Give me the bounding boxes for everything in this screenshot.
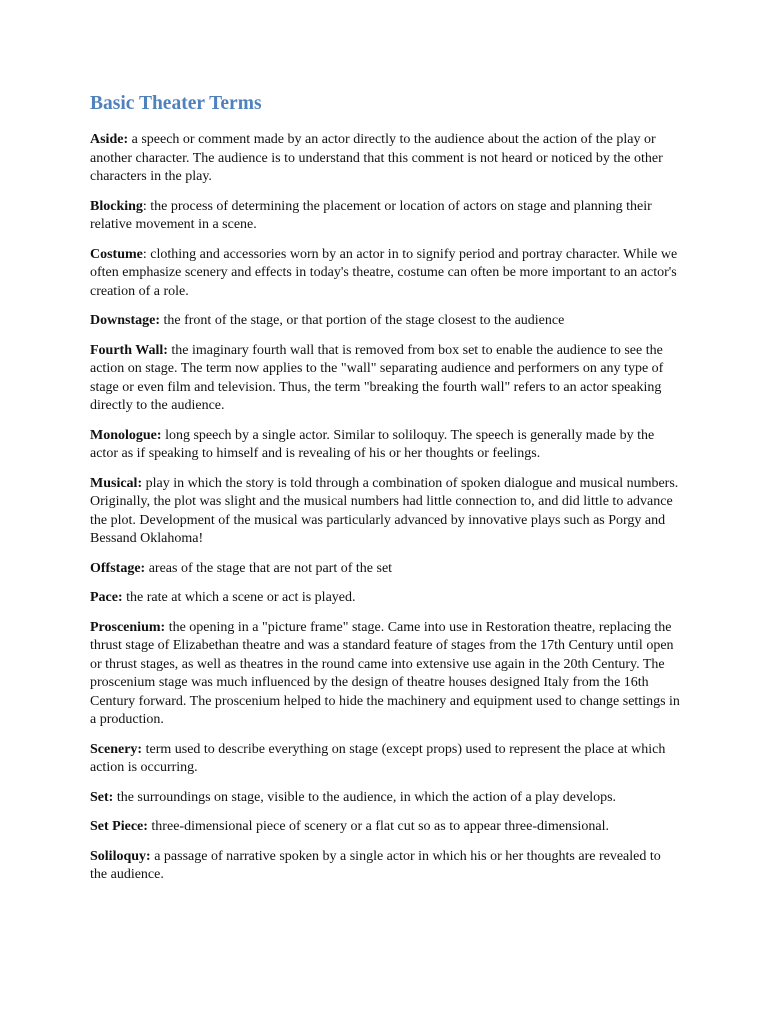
glossary-term: Aside: [90, 132, 129, 147]
glossary-entry-downstage [90, 312, 680, 331]
glossary-term: Set: [90, 789, 114, 805]
glossary-term: Pace: [90, 590, 123, 605]
glossary-entry-pace [90, 589, 680, 608]
glossary-term: Musical: [90, 475, 143, 491]
glossary-definition: a speech or comment made by an actor directly to the audience about the action of the play or another character. The audience is to understand that this comment is not heard or noticed by the other characters in the play. [90, 132, 663, 184]
glossary-entry-blocking [90, 198, 680, 235]
glossary-term: Downstage: [90, 313, 160, 328]
glossary-entry-proscenium [90, 619, 680, 730]
glossary-entry-set [90, 789, 680, 808]
document-title: Basic Theater Terms [90, 93, 262, 114]
glossary-definition: : the process of determining the placement or location of actors on stage and planning their relative movement in a scene. [90, 198, 652, 232]
glossary-term: Proscenium: [90, 619, 166, 635]
glossary-entry-costume [90, 246, 680, 302]
glossary-definition: the imaginary fourth wall that is removed from box set to enable the audience to see the action on stage. The term now applies to the "wall" separating audience and performers on any type of stage or even film and television. Thus, the term "breaking the fourth wall" refers to an actor speaking directly to the audience. [90, 342, 664, 413]
glossary-entry-aside [90, 131, 680, 187]
glossary-term: Blocking [90, 198, 143, 214]
glossary-term: Fourth Wall: [90, 342, 168, 358]
glossary-definition: long speech by a single actor. Similar to soliloquy. The speech is generally made by the actor as if speaking to himself and is revealing of his or her thoughts or feelings. [90, 427, 655, 461]
glossary-definition: : clothing and accessories worn by an actor in to signify period and portray character. While we often emphasize scenery and effects in today's theatre, costume can often be more important to an actor's creation of a role. [90, 246, 678, 299]
glossary-entry-soliloquy [90, 848, 680, 885]
glossary-term: Soliloquy: [90, 848, 151, 864]
glossary-definition: play in which the story is told through a combination of spoken dialogue and musical numbers. Originally, the plot was slight and the musical numbers had little connection to, and did little to advance the plot. Development of the musical was particularly advanced by innovative plays such as Porgy and Bessand Oklahoma! [90, 475, 679, 546]
document-page [90, 91, 680, 896]
glossary-entry-fourth-wall [90, 342, 680, 416]
glossary-term: Scenery: [90, 741, 143, 757]
glossary-definition: areas of the stage that are not part of the set [145, 560, 393, 576]
glossary-definition: term used to describe everything on stage (except props) used to represent the place at which action is occurring. [90, 741, 666, 775]
glossary-definition: a passage of narrative spoken by a single actor in which his or her thoughts are revealed to the audience. [90, 848, 661, 882]
glossary-definition: three-dimensional piece of scenery or a flat cut so as to appear three-dimensional. [147, 819, 609, 834]
glossary-term: Monologue: [90, 427, 162, 443]
glossary-term: Set Piece: [90, 819, 148, 834]
glossary-definition: the rate at which a scene or act is played. [122, 590, 356, 605]
glossary-entry-monologue [90, 427, 680, 464]
glossary-entry-scenery [90, 741, 680, 778]
glossary-definition: the front of the stage, or that portion of the stage closest to the audience [160, 313, 565, 328]
glossary-entry-musical [90, 475, 680, 549]
glossary-term: Costume [90, 246, 143, 262]
glossary-definition: the surroundings on stage, visible to the audience, in which the action of a play develops. [113, 789, 617, 805]
glossary-term: Offstage: [90, 560, 146, 576]
glossary-entry-offstage [90, 560, 680, 579]
glossary-definition: the opening in a "picture frame" stage. Came into use in Restoration theatre, replacing the thrust stage of Elizabethan theatre and was a standard feature of stages from the 17th Century until open or thrust stages, as well as theatres in the round came into extensive use again in the 20th Century. The proscenium stage was much influenced by the design of theatre houses designed Italy from the 16th Century forward. The proscenium helped to hide the machinery and equipment used to change settings in a production. [90, 619, 680, 727]
glossary-entry-set-piece [90, 818, 680, 837]
